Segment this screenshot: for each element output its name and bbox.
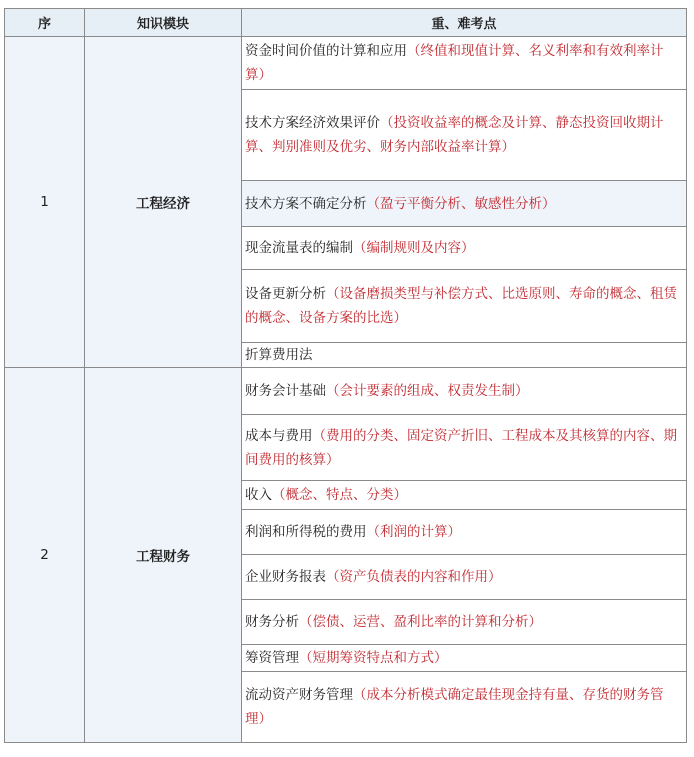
key-point-detail: （设备磨损类型与补偿方式、比选原则、寿命的概念、租赁的概念、设备方案的比选） bbox=[245, 286, 677, 326]
seq-cell: 1 bbox=[5, 37, 85, 368]
key-point-cell bbox=[242, 343, 687, 368]
table-row bbox=[5, 368, 687, 415]
module-cell: 工程财务 bbox=[85, 368, 242, 743]
topic-text: 利润和所得税的费用 bbox=[245, 524, 367, 540]
key-point-cell bbox=[242, 600, 687, 645]
topic-text: 资金时间价值的计算和应用 bbox=[245, 43, 407, 59]
table-body bbox=[5, 37, 687, 743]
key-point-detail: （资产负债表的内容和作用） bbox=[326, 569, 502, 585]
key-point-cell bbox=[242, 510, 687, 555]
topic-text: 现金流量表的编制 bbox=[245, 240, 353, 256]
key-point-cell bbox=[242, 481, 687, 510]
key-point-cell bbox=[242, 555, 687, 600]
topic-text: 技术方案不确定分析 bbox=[245, 195, 367, 212]
topic-text: 折算费用法 bbox=[245, 347, 313, 363]
key-point-detail: （编制规则及内容） bbox=[353, 240, 475, 256]
key-point-detail: （成本分析模式确定最佳现金持有量、存货的财务管理） bbox=[245, 687, 664, 727]
topic-text: 财务分析 bbox=[245, 614, 299, 630]
table-row bbox=[5, 37, 687, 90]
seq-cell: 2 bbox=[5, 368, 85, 743]
key-point-cell bbox=[242, 415, 687, 481]
key-point-cell bbox=[242, 90, 687, 181]
key-point-cell bbox=[242, 672, 687, 743]
key-point-detail: （投资收益率的概念及计算、静态投资回收期计算、判别准则及优劣、财务内部收益率计算） bbox=[245, 115, 664, 155]
topic-text: 收入 bbox=[245, 487, 272, 503]
key-point-cell bbox=[242, 227, 687, 270]
key-point-cell bbox=[242, 645, 687, 672]
topic-text: 成本与费用 bbox=[245, 427, 313, 444]
key-point-detail: （偿债、运营、盈利比率的计算和分析） bbox=[299, 614, 542, 630]
key-point-detail: （终值和现值计算、名义利率和有效利率计算） bbox=[245, 43, 664, 83]
key-point-detail: （利润的计算） bbox=[366, 524, 461, 540]
topic-text: 设备更新分析 bbox=[245, 286, 326, 302]
header-seq: 序 bbox=[5, 9, 85, 37]
topic-text: 流动资产财务管理 bbox=[245, 687, 353, 703]
key-point-cell bbox=[242, 368, 687, 415]
key-point-cell bbox=[242, 270, 687, 343]
header-key-points: 重、难考点 bbox=[242, 9, 687, 37]
module-cell: 工程经济 bbox=[85, 37, 242, 368]
knowledge-table bbox=[4, 8, 687, 743]
key-point-detail: （会计要素的组成、权责发生制） bbox=[326, 383, 529, 399]
key-point-detail: （短期筹资特点和方式） bbox=[299, 650, 448, 666]
key-point-detail: （概念、特点、分类） bbox=[272, 487, 407, 503]
topic-text: 技术方案经济效果评价 bbox=[245, 115, 380, 131]
key-point-cell bbox=[242, 37, 687, 90]
topic-text: 筹资管理 bbox=[245, 650, 299, 666]
topic-text: 企业财务报表 bbox=[245, 569, 326, 585]
header-module: 知识模块 bbox=[85, 9, 242, 37]
topic-text: 财务会计基础 bbox=[245, 383, 326, 399]
key-point-detail: （费用的分类、固定资产折旧、工程成本及其核算的内容、期间费用的核算） bbox=[245, 427, 677, 468]
key-point-detail: （盈亏平衡分析、敏感性分析） bbox=[366, 195, 556, 212]
key-point-cell bbox=[242, 181, 687, 227]
header-row bbox=[5, 9, 687, 37]
